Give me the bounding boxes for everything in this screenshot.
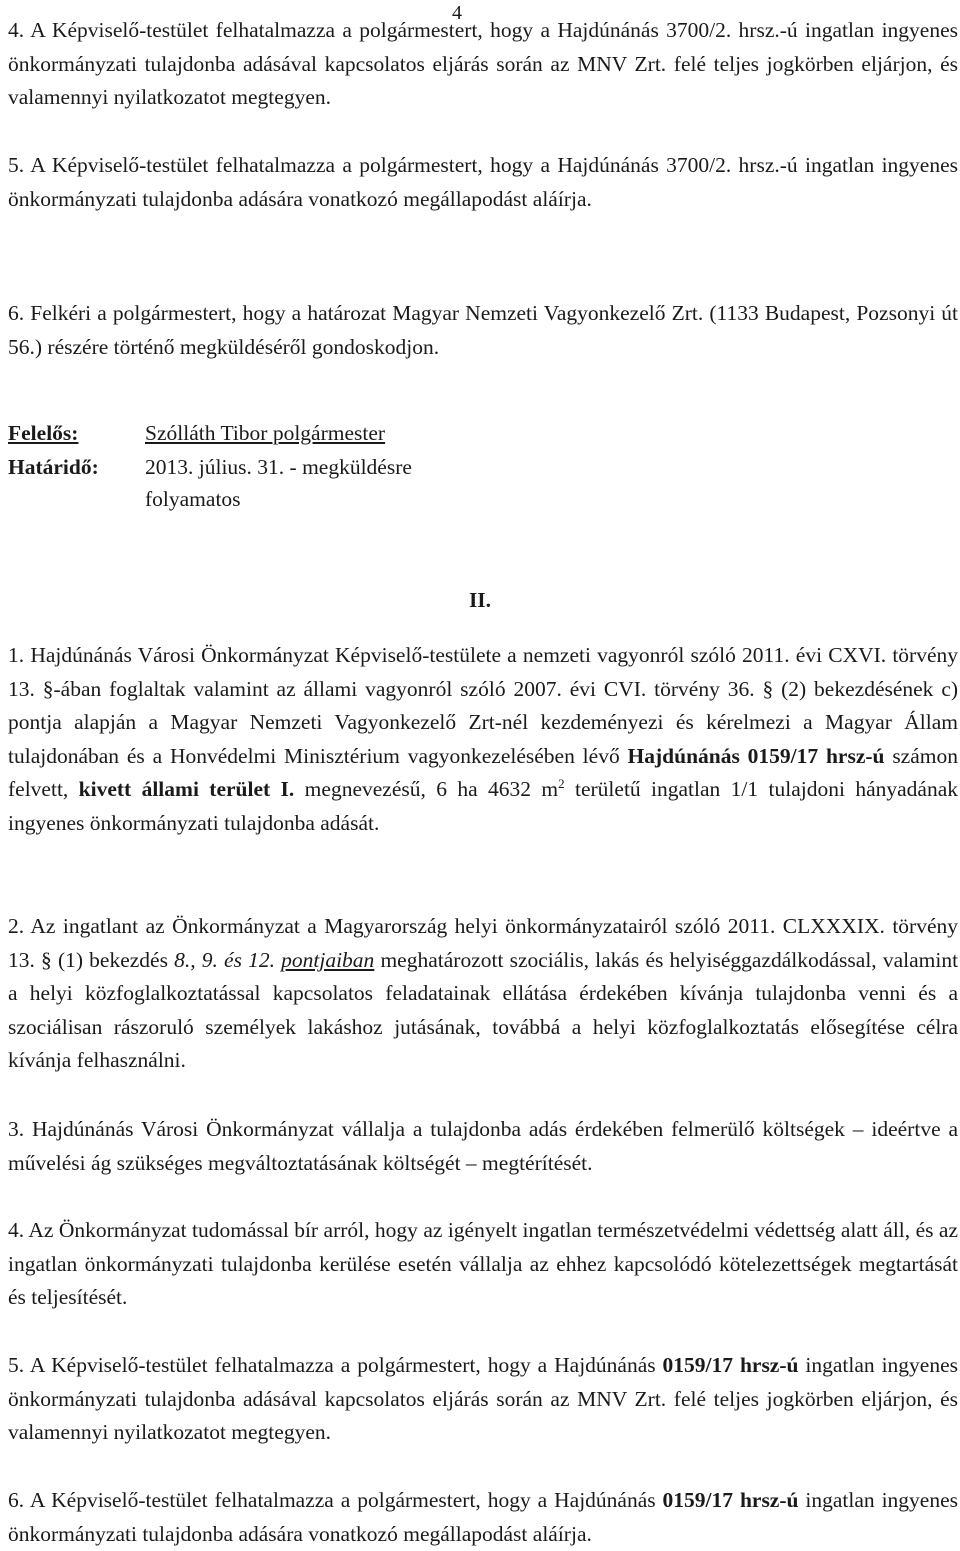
item-text: A Képviselő-testület felhatalmazza a polgármestert, hogy a Hajdúnánás	[29, 1353, 656, 1377]
parcel-id: Hajdúnánás 0159/17 hrsz-ú	[627, 743, 885, 768]
item-text: Felkéri a polgármestert, hogy a határozat Magyar Nemzeti Vagyonkezelő Zrt. (1133 Budapest, Pozsonyi út 56.) részére történő megküldéséről gondoskodjon.	[8, 301, 959, 359]
superscript: 2	[558, 775, 565, 791]
item-number: 1.	[8, 643, 25, 667]
section-sign: §	[762, 676, 774, 701]
item-text: Az Önkormányzat tudomással bír arról, hogy az igényelt ingatlan természetvédelmi védettség alatt áll, és az ingatlan önkormányzati tulajdonba kerülése esetén vállalja az ehhez kapcsolódó kötelezettségek megtartását és teljesítését.	[8, 1218, 958, 1309]
item-text: számon felvett,	[8, 743, 958, 801]
item-text: ingatlan ingyenes önkormányzati tulajdonba adására vonatkozó megállapodást aláírja.	[8, 1488, 958, 1546]
deadline-label: Határidő:	[8, 455, 99, 479]
item-text: A Képviselő-testület felhatalmazza a polgármestert, hogy a Hajdúnánás	[29, 1488, 656, 1512]
section-sign: §	[42, 676, 54, 701]
item-text: (2) bekezdésének c) pontja alapján a Magyar Nemzeti Vagyonkezelő Zrt-nél kezdeményezi és kérelmezi a Magyar Állam tulajdonában és a Honvédelmi Minisztérium vagyonkezelésében lévő	[8, 676, 959, 768]
item-text: meghatározott szociális, lakás és helyiséggazdálkodással, valamint a helyi közfoglalkoztatással kapcsolatos feladatainak ellátása érdekében kívánja tulajdonba venni és a szociálisan rászoruló személyek lakáshoz jutásának, továbbá a helyi közfoglalkoztatás elősegítése célra kívánja felhasználni.	[8, 947, 959, 1072]
item-number: 2.	[8, 914, 25, 938]
deadline-value: 2013. július. 31. - megküldésre	[145, 455, 412, 479]
item-number: 5.	[8, 153, 25, 177]
item-text-italic-underlined: pontjaiban	[281, 947, 375, 972]
item-text: (1) bekezdés	[57, 947, 168, 972]
item-text: Az ingatlant az Önkormányzat a Magyarország helyi önkormányzatairól szóló 2011. CLXXXIX. törvény 13.	[8, 914, 958, 972]
decision-item-2	[8, 910, 958, 1078]
decision-item-6	[8, 1484, 958, 1551]
section-sign: §	[41, 947, 52, 972]
item-text: Hajdúnánás Városi Önkormányzat Képviselő-testülete a nemzeti vagyonról szóló 2011. évi CXVI. törvény 13.	[8, 643, 959, 701]
item-number: 6.	[8, 301, 25, 325]
deadline-value-2: folyamatos	[145, 487, 241, 511]
page-number: 4	[452, 2, 462, 24]
item-text: A Képviselő-testület felhatalmazza a polgármestert, hogy a Hajdúnánás 3700/2. hrsz.-ú ingatlan ingyenes önkormányzati tulajdonba adásával kapcsolatos eljárás során az MNV Zrt. felé teljes jogkörben eljárjon, és valamennyi nyilatkozatot megtegyen.	[8, 18, 958, 109]
item-number: 4.	[8, 1218, 25, 1242]
section-heading: II.	[468, 588, 492, 612]
responsible-label: Felelős:	[8, 421, 79, 445]
decision-item-3	[8, 1113, 958, 1180]
parcel-type: kivett állami terület I.	[78, 777, 295, 801]
item-text: A Képviselő-testület felhatalmazza a polgármestert, hogy a Hajdúnánás 3700/2. hrsz.-ú ingatlan ingyenes önkormányzati tulajdonba adására vonatkozó megállapodást aláírja.	[8, 153, 958, 211]
item-text-italic: 8., 9. és 12.	[174, 947, 275, 972]
item-number: 5.	[8, 1353, 25, 1377]
parcel-id: 0159/17 hrsz-ú	[662, 1488, 799, 1512]
item-text: -ában foglaltak valamint az állami vagyonról szóló 2007. évi CVI. törvény 36.	[53, 676, 755, 701]
resolution-item-5	[8, 149, 958, 216]
item-text: Hajdúnánás Városi Önkormányzat vállalja a tulajdonba adás érdekében felmerülő költségek – ideértve a művelési ág szükséges megváltoztatásának költségét – megtérítését.	[8, 1117, 959, 1175]
responsible-value: Szólláth Tibor polgármester	[145, 421, 386, 445]
decision-item-5	[8, 1349, 958, 1450]
item-number: 6.	[8, 1488, 25, 1512]
item-number: 4.	[8, 18, 25, 42]
item-text: ingatlan ingyenes önkormányzati tulajdonba adásával kapcsolatos eljárás során az MNV Zrt. felé teljes jogkörben eljárjon, és valamennyi nyilatkozatot megtegyen.	[8, 1353, 958, 1444]
item-text: megnevezésű, 6 ha 4632 m	[304, 777, 559, 801]
decision-item-4	[8, 1214, 958, 1315]
resolution-item-4	[8, 14, 958, 115]
resolution-item-6	[8, 297, 958, 364]
item-number: 3.	[8, 1117, 25, 1141]
decision-item-1	[8, 639, 958, 840]
parcel-id: 0159/17 hrsz-ú	[662, 1353, 799, 1377]
item-text: területű ingatlan 1/1 tulajdoni hányadának ingyenes önkormányzati tulajdonba adását.	[8, 777, 958, 835]
